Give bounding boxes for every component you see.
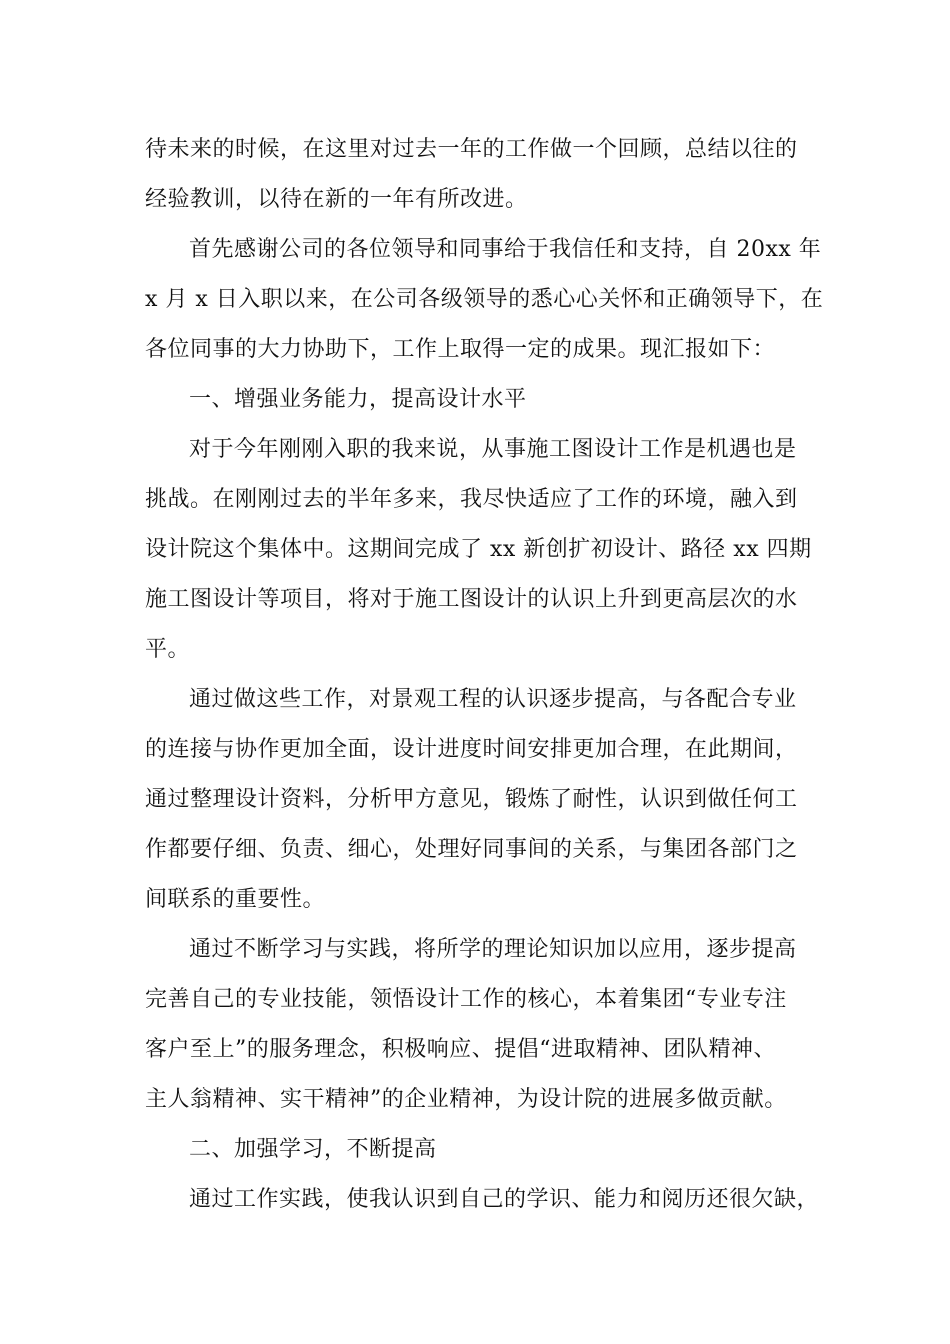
body-text-line: 客户至上”的服务理念，积极响应、提倡“进取精神、团队精神、	[145, 1037, 776, 1062]
paragraph-first-line: 通过不断学习与实践，将所学的理论知识加以应用，逐步提高	[189, 937, 797, 962]
section-heading: 一、增强业务能力，提高设计水平	[189, 387, 527, 412]
paragraph-first-line: 通过工作实践，使我认识到自己的学识、能力和阅历还很欠缺，	[189, 1187, 820, 1212]
body-text-line: 完善自己的专业技能，领悟设计工作的核心，本着集团“专业专注	[145, 987, 787, 1012]
body-text-line: 待未来的时候，在这里对过去一年的工作做一个回顾，总结以往的	[145, 137, 798, 162]
body-text-line: 通过整理设计资料，分析甲方意见，锻炼了耐性，认识到做任何工	[145, 787, 798, 812]
paragraph-first-line: 对于今年刚刚入职的我来说，从事施工图设计工作是机遇也是	[189, 437, 797, 462]
paragraph-first-line: 通过做这些工作，对景观工程的认识逐步提高，与各配合专业	[189, 687, 797, 712]
paragraph-first-line: 首先感谢公司的各位领导和同事给于我信任和支持，自 20xx 年	[189, 237, 822, 262]
body-text-line: 的连接与协作更加全面，设计进度时间安排更加合理，在此期间，	[145, 737, 798, 762]
body-text-line: 设计院这个集体中。这期间完成了 xx 新创扩初设计、路径 xx 四期	[145, 537, 812, 562]
body-text-line: 间联系的重要性。	[145, 887, 326, 912]
body-text-line: 经验教训，以待在新的一年有所改进。	[145, 187, 528, 212]
body-text-line: 各位同事的大力协助下，工作上取得一定的成果。现汇报如下：	[145, 337, 776, 362]
body-text-line: 施工图设计等项目，将对于施工图设计的认识上升到更高层次的水	[145, 587, 798, 612]
body-text-line: 主人翁精神、实干精神”的企业精神，为设计院的进展多做贡献。	[145, 1087, 787, 1112]
body-text-line: x 月 x 日入职以来，在公司各级领导的悉心心关怀和正确领导下，在	[145, 287, 824, 312]
body-text-line: 平。	[145, 637, 191, 662]
body-text-line: 作都要仔细、负责、细心，处理好同事间的关系，与集团各部门之	[145, 837, 798, 862]
section-heading: 二、加强学习，不断提高	[189, 1137, 437, 1162]
body-text-line: 挑战。在刚刚过去的半年多来，我尽快适应了工作的环境，融入到	[145, 487, 798, 512]
